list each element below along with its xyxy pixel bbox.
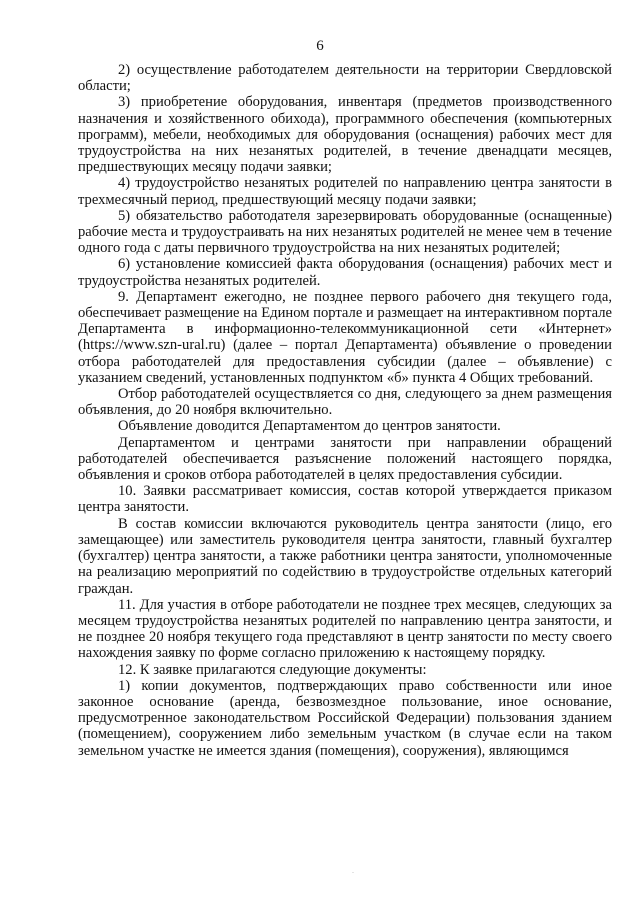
section-12-attached-documents: 12. К заявке прилагаются следующие документы:: [118, 661, 427, 678]
paragraph-5-obligation: 5) обязательство работодателя зарезервировать оборудованные (оснащенные) рабочие места и трудоустраивать на них незанятых родителей не менее чем в течение одного года с даты первичного трудоустройства на них незанятых родителей;: [78, 207, 612, 257]
section-9-announcement: 9. Департамент ежегодно, не позднее первого рабочего дня текущего года, обеспечивает размещение на Едином портале и размещает на интерактивном портале Департамента в информационно-телекоммуникационной сети «Интернет» (https://www.szn-ural.ru) (далее – портал Департамента) объявление о проведении отбора работодателей для предоставления субсидии (далее – объявление) с указанием сведений, установленных подпунктом «б» пункта 4 Общих требований.: [78, 288, 612, 386]
paragraph-6-commission-verification: 6) установление комиссией факта оборудования (оснащения) рабочих мест и трудоустройства незанятых родителей.: [78, 256, 612, 289]
document-body: [78, 62, 612, 759]
page-number: 6: [316, 38, 324, 54]
paragraph-selection-period: Отбор работодателей осуществляется со дня, следующего за днем размещения объявления, до 20 ноября включительно.: [78, 386, 612, 419]
paragraph-announcement-delivery: Объявление доводится Департаментом до центров занятости.: [118, 418, 501, 435]
paragraph-clarification: Департаментом и центрами занятости при направлении обращений работодателей обеспечивается разъяснение положений настоящего порядка, объявления и сроков отбора работодателей в целях предоставления субсидии.: [78, 434, 612, 484]
scan-mark: .: [352, 866, 354, 875]
paragraph-4-employment-period: 4) трудоустройство незанятых родителей по направлению центра занятости в трехмесячный период, предшествующий месяцу подачи заявки;: [78, 175, 612, 208]
section-10-commission: 10. Заявки рассматривает комиссия, состав которой утверждается приказом центра занятости.: [78, 483, 612, 516]
section-11-application-deadline: 11. Для участия в отборе работодатели не позднее трех месяцев, следующих за месяцем трудоустройства незанятых родителей по направлению центра занятости, и не позднее 20 ноября текущего года представляют в центр занятости по месту своего нахождения заявку по форме согласно приложению к настоящему порядку.: [78, 596, 612, 662]
paragraph-commission-members: В состав комиссии включаются руководитель центра занятости (лицо, его замещающее) или заместитель руководителя центра занятости, главный бухгалтер (бухгалтер) центра занятости, а также работники центра занятости, уполномоченные на реализацию мероприятий по содействию в трудоустройстве отдельных категорий граждан.: [78, 515, 612, 597]
paragraph-1-ownership-documents: 1) копии документов, подтверждающих право собственности или иное законное основание (аренда, безвозмездное пользование, иное основание, предусмотренное законодательством Российской Федерации) пользования зданием (помещением), сооружением либо земельным участком (в случае если на таком земельном участке не имеется здания (помещения), сооружения), являющимся: [78, 677, 612, 759]
paragraph-3-equipment-purchase: 3) приобретение оборудования, инвентаря (предметов производственного назначения и хозяйственного обихода), программного обеспечения (компьютерных программ), мебели, необходимых для оборудования (оснащения) рабочих мест для трудоустройства на них незанятых родителей, в течение двенадцати месяцев, предшествующих месяцу подачи заявки;: [78, 94, 612, 176]
paragraph-2-activity-territory: 2) осуществление работодателем деятельности на территории Свердловской области;: [78, 62, 612, 95]
